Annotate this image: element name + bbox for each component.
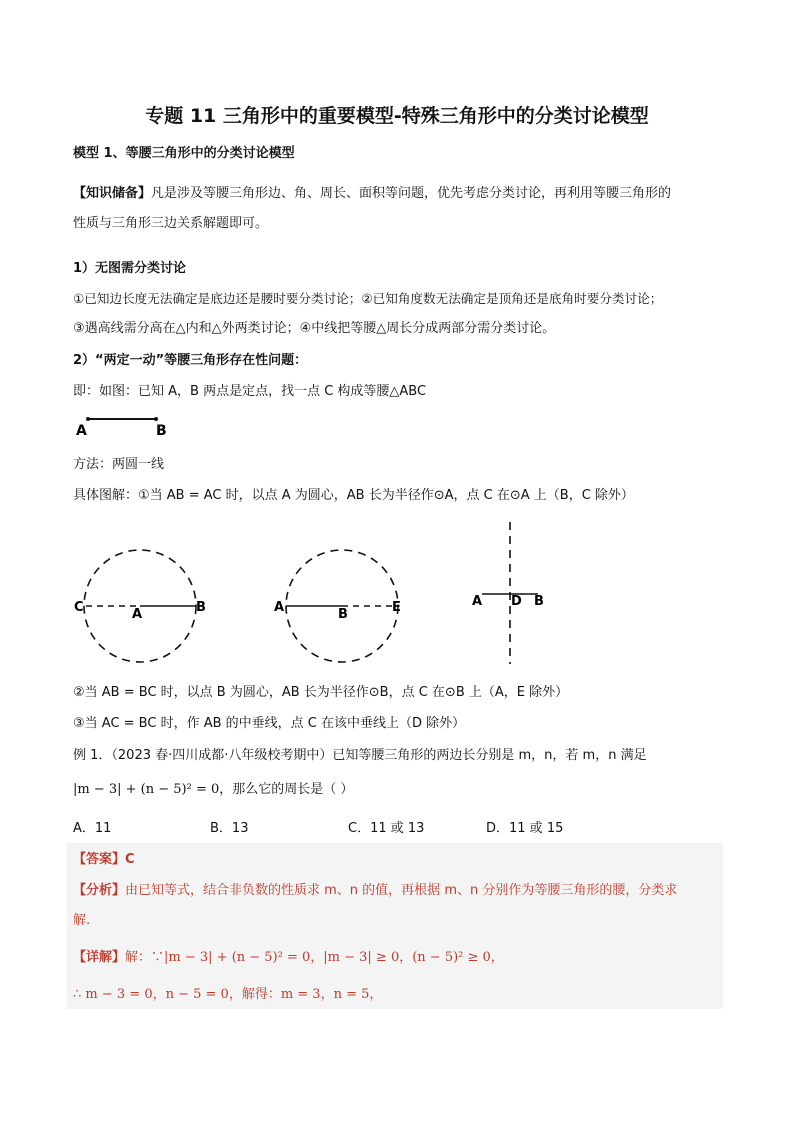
label-b: B [338,607,348,622]
analysis-text-1: 由已知等式，结合非负数的性质求 m、n 的值，再根据 m、n 分别作为等腰三角形的腰，分类求 [125,883,678,898]
example-line-2: |m − 3| + (n − 5)² = 0，那么它的周长是（ ） [73,782,354,797]
section2-intro: 即：如图：已知 A，B 两点是定点，找一点 C 构成等腰△ABC [73,384,427,399]
method-line: 方法：两圆一线 [73,457,165,472]
segment-ab-figure [72,412,182,440]
circle-b-figure [274,550,401,662]
page-title: 专题 11 三角形中的重要模型-特殊三角形中的分类讨论模型 [145,105,649,127]
answer-line [73,850,135,870]
section1-line-2: ③遇高线需分高在△内和△外两类讨论；④中线把等腰△周长分成两部分需分类讨论。 [73,321,556,336]
label-a: A [274,600,285,615]
circle-a-figure [74,550,206,662]
option-c: C．11 或 13 [348,821,425,836]
detail-tag: 【详解】 [73,950,126,965]
section1-line-1: ①已知边长度无法确定是底边还是腰时要分类讨论；②已知角度数无法确定是顶角还是底角时要分类讨论； [73,291,663,306]
label-b: B [196,600,206,615]
case2-line: ②当 AB = BC 时，以点 B 为圆心，AB 长为半径作⊙B，点 C 在⊙B 上（A，E 除外） [73,685,569,700]
two-circles-one-line-figure [60,518,580,668]
example-line-1: 例 1．（2023 春·四川成都·八年级校考期中）已知等腰三角形的两边长分别是 m，n，若 m，n 满足 [73,748,647,763]
option-b: B．13 [210,821,249,836]
detail-line-1 [73,948,504,968]
option-a: A．11 [73,821,112,836]
label-b: B [156,423,167,439]
analysis-tag: 【分析】 [73,883,126,898]
knowledge-line-1 [73,184,671,204]
knowledge-line-2: 性质与三角形三边关系解题即可。 [73,216,269,231]
knowledge-text-1: 凡是涉及等腰三角形边、角、周长、面积等问题，优先考虑分类讨论，再利用等腰三角形的 [151,186,672,201]
option-d: D．11 或 15 [486,821,564,836]
label-c: C [74,600,84,615]
label-a: A [76,423,87,439]
analysis-line-2: 解. [73,913,91,928]
point-b-dot [154,417,158,421]
label-d: D [511,594,522,609]
answer-value: C [125,852,135,867]
label-a: A [132,607,143,622]
knowledge-tag: 【知识储备】 [73,186,152,201]
label-e: E [392,600,401,615]
section1-heading: 1）无图需分类讨论 [73,261,187,276]
point-a-dot [86,417,90,421]
model-heading: 模型 1、等腰三角形中的分类讨论模型 [73,146,295,161]
detail-text-1: 解：∵|m − 3| + (n − 5)² = 0，|m − 3| ≥ 0，(n − 5)² ≥ 0， [125,950,504,965]
analysis-line-1 [73,881,677,901]
label-b: B [534,594,544,609]
answer-tag: 【答案】 [73,852,126,867]
label-a: A [472,594,483,609]
detail-line: 具体图解：①当 AB = AC 时，以点 A 为圆心，AB 长为半径作⊙A，点 C 在⊙A 上（B，C 除外） [73,488,634,503]
case3-line: ③当 AC = BC 时，作 AB 的中垂线，点 C 在该中垂线上（D 除外） [73,716,466,731]
detail-line-2: ∴ m − 3 = 0，n − 5 = 0，解得：m = 3，n = 5， [73,987,383,1002]
section2-heading: 2）“两定一动”等腰三角形存在性问题： [73,353,308,368]
perpendicular-bisector-figure [472,522,544,664]
